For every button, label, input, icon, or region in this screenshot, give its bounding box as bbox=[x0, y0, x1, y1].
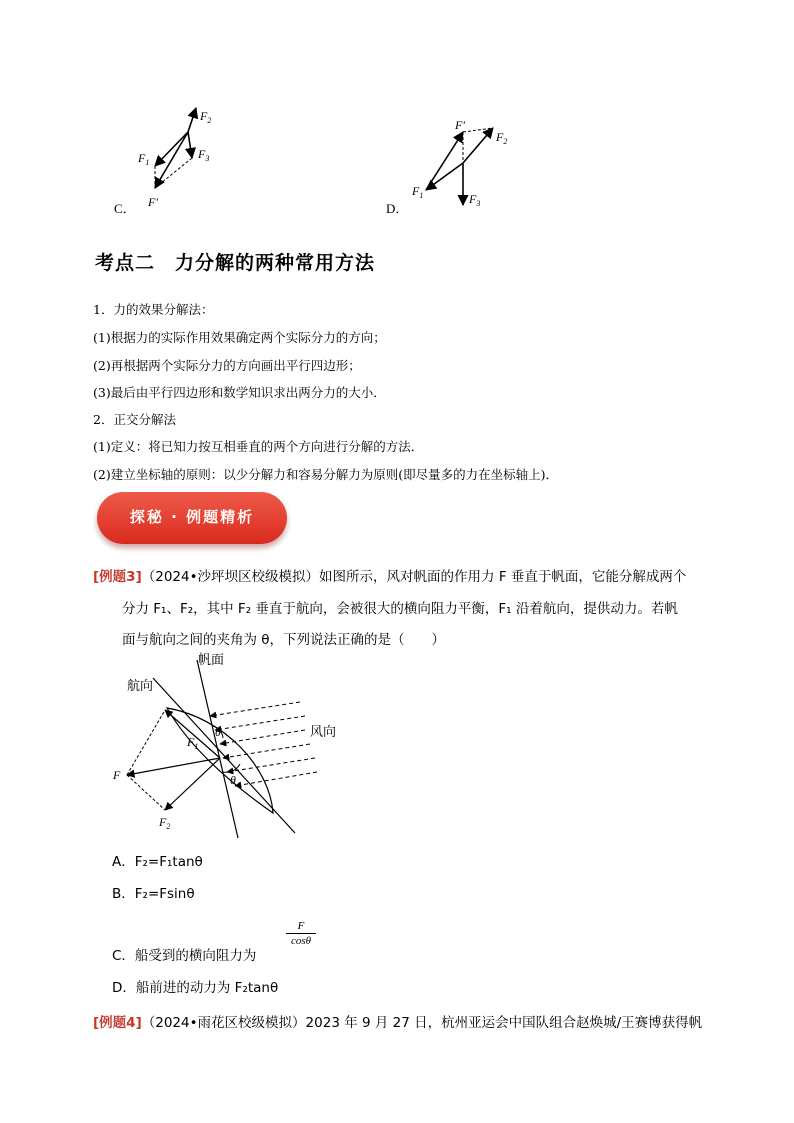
example3-line1: [例题3]（2024•沙坪坝区校级模拟）如图所示，风对帆面的作用力 F 垂直于帆面，它能分解成两个 bbox=[93, 569, 687, 585]
vector-f1 bbox=[165, 710, 220, 758]
svg-text:F3: $F_3$ bbox=[469, 192, 481, 208]
fraction-denominator: cosθ bbox=[290, 935, 312, 947]
fraction-numerator: F bbox=[297, 920, 305, 932]
heading-line bbox=[153, 678, 295, 833]
svg-text:风向: 风向 bbox=[310, 724, 337, 739]
section-line: 2．正交分解法 bbox=[93, 412, 176, 427]
example4-line1: [例题4]（2024•雨花区校级模拟）2023 年 9 月 27 日，杭州亚运会中国队组合赵焕城/王赛博获得帆 bbox=[93, 1015, 703, 1031]
svg-text:F3: $F_3$ bbox=[198, 147, 210, 163]
svg-text:F2: $F_2$ bbox=[159, 815, 171, 831]
section-line: (3)最后由平行四边形和数学知识求出两分力的大小． bbox=[93, 385, 386, 400]
section-line: 1．力的效果分解法： bbox=[93, 302, 214, 317]
svg-text:帆面: 帆面 bbox=[198, 652, 225, 667]
svg-text:F′: F′ bbox=[148, 195, 158, 209]
svg-text:θ: θ bbox=[215, 725, 221, 739]
vector-f2 bbox=[463, 128, 493, 163]
section-line: (1)定义：将已知力按互相垂直的两个方向进行分解的方法． bbox=[93, 439, 424, 454]
option-c-label: C． bbox=[114, 201, 136, 216]
vector-f2 bbox=[188, 108, 196, 132]
section-line: (2)再根据两个实际分力的方向画出平行四边形； bbox=[93, 358, 361, 373]
example3-line3: 面与航向之间的夹角为 θ，下列说法正确的是（ ） bbox=[122, 632, 446, 648]
example-tag: [例题4] bbox=[93, 1015, 142, 1031]
sail-line bbox=[197, 660, 238, 838]
vector-f bbox=[127, 758, 220, 775]
banner-text: 探秘 · 例题精析 bbox=[129, 508, 255, 526]
fraction-f-over-cos bbox=[286, 920, 316, 947]
vector-fprime bbox=[426, 132, 463, 190]
svg-text:F1: $F_1$ bbox=[187, 735, 199, 751]
figure-option-c bbox=[130, 100, 230, 215]
svg-text:F1: $F_1$ bbox=[412, 184, 424, 200]
section-title: 考点二 力分解的两种常用方法 bbox=[95, 252, 376, 274]
option-c[interactable] bbox=[112, 944, 256, 964]
option-d-label: D． bbox=[386, 201, 409, 216]
svg-text:θ: θ bbox=[230, 773, 236, 787]
svg-text:F1: $F_1$ bbox=[138, 151, 150, 167]
example-tag: [例题3] bbox=[93, 569, 142, 585]
svg-text:F2: $F_2$ bbox=[496, 130, 508, 146]
vector-f3 bbox=[188, 132, 192, 158]
svg-text:F2: $F_2$ bbox=[200, 109, 212, 125]
figure-option-d bbox=[405, 115, 520, 215]
option-c-text: C．船受到的横向阻力为 bbox=[112, 948, 257, 964]
option-b[interactable]: B．F₂=Fsinθ bbox=[112, 886, 195, 902]
section-line: (1)根据力的实际作用效果确定两个实际分力的方向； bbox=[93, 330, 386, 345]
sail-force-diagram bbox=[105, 648, 355, 838]
example-banner bbox=[97, 492, 287, 544]
vector-f1 bbox=[426, 163, 463, 190]
svg-text:F′: F′ bbox=[455, 118, 465, 132]
example3-line2: 分力 F₁、F₂，其中 F₂ 垂直于航向，会被很大的横向阻力平衡，F₁ 沿着航向，提供动力。若帆 bbox=[122, 601, 678, 617]
svg-text:航向: 航向 bbox=[127, 678, 154, 693]
section-line: (2)建立坐标轴的原则：以少分解力和容易分解力为原则(即尽量多的力在坐标轴上)． bbox=[93, 467, 558, 482]
option-a[interactable]: A．F₂=F₁tanθ bbox=[112, 854, 203, 870]
vector-f2 bbox=[165, 758, 220, 810]
option-d[interactable]: D．船前进的动力为 F₂tanθ bbox=[112, 980, 279, 996]
svg-text:F: F bbox=[113, 768, 121, 782]
